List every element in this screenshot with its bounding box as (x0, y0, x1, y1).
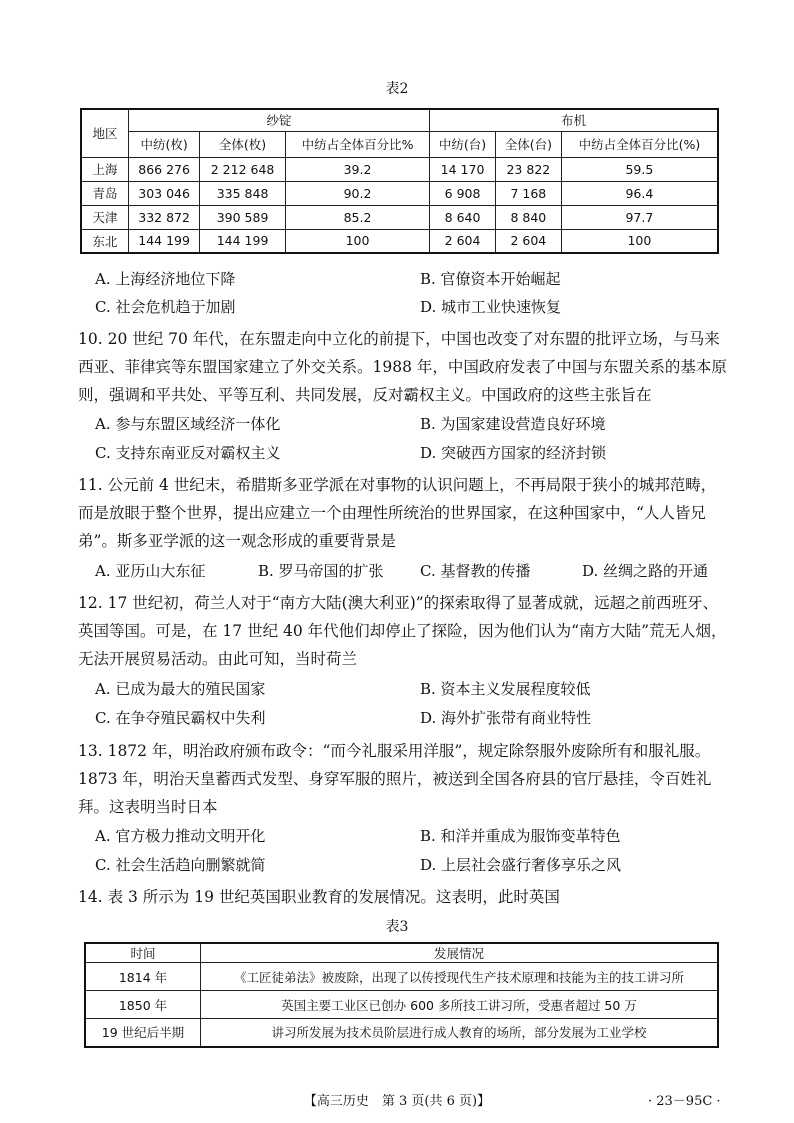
table-row (81, 205, 718, 229)
table-cell: 96.4 (561, 181, 718, 205)
table2-header-spindles: 纱锭 (129, 109, 430, 131)
table2-region: 东北 (81, 229, 129, 253)
table-cell: 100 (285, 229, 429, 253)
table-cell: 59.5 (561, 157, 718, 181)
table2-region: 天津 (81, 205, 129, 229)
q12-option-d: D. 海外扩张带有商业特性 (420, 709, 592, 727)
q9-option-d: D. 城市工业快速恢复 (420, 298, 562, 316)
table-row (81, 181, 718, 205)
table3-time: 1814 年 (85, 963, 201, 991)
footer-page-info: 【高三历史 第 3 页(共 6 页)】 (303, 1094, 491, 1109)
table2-header-region: 地区 (81, 109, 129, 157)
q13-option-c: C. 社会生活趋向删繁就简 (95, 856, 266, 874)
table-cell: 335 848 (200, 181, 286, 205)
table-row (81, 157, 718, 181)
table-cell: 6 908 (430, 181, 496, 205)
table-cell: 14 170 (430, 157, 496, 181)
table-cell: 144 199 (200, 229, 286, 253)
table-cell: 390 589 (200, 205, 286, 229)
q13-option-b: B. 和洋并重成为服饰变革特色 (420, 827, 621, 845)
table2-subheader: 全体(台) (495, 131, 561, 157)
table-cell: 8 840 (495, 205, 561, 229)
table3-header-time: 时间 (85, 943, 201, 963)
q13-option-d: D. 上层社会盛行奢侈享乐之风 (420, 856, 622, 874)
q9-option-a: A. 上海经济地位下降 (95, 270, 236, 288)
table-cell: 866 276 (129, 157, 200, 181)
q13-stem: 13. 1872 年，明治政府颁布政令：“而今礼服采用洋服”，规定除祭服外废除所有和服礼服。1873 年，明治天皇蓄西式发型、身穿军服的照片，被送到全国各府县的官厅悬挂，令百姓礼拜。这表明当时日本 (78, 742, 712, 816)
table-cell: 2 604 (495, 229, 561, 253)
table-row (85, 991, 718, 1019)
table-cell: 8 640 (430, 205, 496, 229)
table3-caption: 表3 (385, 919, 409, 935)
q12-option-a: A. 已成为最大的殖民国家 (95, 680, 266, 698)
q11-option-a: A. 亚历山大东征 (95, 562, 206, 580)
table-cell: 85.2 (285, 205, 429, 229)
q10-option-a: A. 参与东盟区域经济一体化 (95, 415, 281, 433)
footer-code: · 23－95C · (648, 1094, 721, 1109)
table-cell: 23 822 (495, 157, 561, 181)
q9-option-b: B. 官僚资本开始崛起 (420, 270, 561, 288)
table2-subheader: 中纺占全体百分比% (285, 131, 429, 157)
q12-option-b: B. 资本主义发展程度较低 (420, 680, 591, 698)
table-cell: 2 604 (430, 229, 496, 253)
table3-development: 英国主要工业区已创办 600 多所技工讲习所，受惠者超过 50 万 (201, 991, 719, 1019)
table2-header-looms: 布机 (430, 109, 718, 131)
table-cell: 90.2 (285, 181, 429, 205)
table3-header-development: 发展情况 (201, 943, 719, 963)
q10-stem: 10. 20 世纪 70 年代，在东盟走向中立化的前提下，中国也改变了对东盟的批评立场，与马来西亚、菲律宾等东盟国家建立了外交关系。1988 年，中国政府发表了中国与东盟关系的基本原则，强调和平共处、平等互利、共同发展，反对霸权主义。中国政府的这些主张旨在 (78, 330, 727, 404)
table-row (85, 963, 718, 991)
q11-option-b: B. 罗马帝国的扩张 (258, 562, 384, 580)
q12-stem: 12. 17 世纪初，荷兰人对于“南方大陆(澳大利亚)”的探索取得了显著成就，远超之前西班牙、英国等国。可是，在 17 世纪 40 年代他们却停止了探险，因为他们认为“南方大陆”荒无人烟，无法开展贸易活动。由此可知，当时荷兰 (78, 594, 727, 668)
q14-stem: 14. 表 3 所示为 19 世纪英国职业教育的发展情况。这表明，此时英国 (78, 888, 560, 906)
q11-option-c: C. 基督教的传播 (420, 562, 531, 580)
table-cell: 303 046 (129, 181, 200, 205)
table-cell: 2 212 648 (200, 157, 286, 181)
q13-option-a: A. 官方极力推动文明开化 (95, 827, 266, 845)
q10-option-b: B. 为国家建设营造良好环境 (420, 415, 606, 433)
table2-subheader: 中纺(枚) (129, 131, 200, 157)
table-row (81, 229, 718, 253)
table2-region: 上海 (81, 157, 129, 181)
q12-option-c: C. 在争夺殖民霸权中失利 (95, 709, 266, 727)
table2-caption: 表2 (385, 81, 409, 97)
table3 (84, 942, 719, 1048)
q9-option-c: C. 社会危机趋于加剧 (95, 298, 236, 316)
q10-option-c: C. 支持东南亚反对霸权主义 (95, 444, 281, 462)
q11-option-d: D. 丝绸之路的开通 (582, 562, 709, 580)
table2-subheader: 中纺占全体百分比(%) (561, 131, 718, 157)
table-cell: 332 872 (129, 205, 200, 229)
table3-development: 《工匠徒弟法》被废除，出现了以传授现代生产技术原理和技能为主的技工讲习所 (201, 963, 719, 991)
table2 (80, 108, 719, 254)
table2-subheader: 全体(枚) (200, 131, 286, 157)
table-cell: 97.7 (561, 205, 718, 229)
table3-time: 19 世纪后半期 (85, 1019, 201, 1047)
table2-subheader: 中纺(台) (430, 131, 496, 157)
table3-development: 讲习所发展为技术员阶层进行成人教育的场所，部分发展为工业学校 (201, 1019, 719, 1047)
table-cell: 144 199 (129, 229, 200, 253)
table2-region: 青岛 (81, 181, 129, 205)
table-cell: 39.2 (285, 157, 429, 181)
table3-time: 1850 年 (85, 991, 201, 1019)
table-cell: 100 (561, 229, 718, 253)
q10-option-d: D. 突破西方国家的经济封锁 (420, 444, 607, 462)
q11-stem: 11. 公元前 4 世纪末，希腊斯多亚学派在对事物的认识问题上，不再局限于狭小的城邦范畴，而是放眼于整个世界，提出应建立一个由理性所统治的世界国家，在这种国家中，“人人皆兄弟”。斯多亚学派的这一观念形成的重要背景是 (78, 476, 717, 550)
table-cell: 7 168 (495, 181, 561, 205)
table-row (85, 1019, 718, 1047)
